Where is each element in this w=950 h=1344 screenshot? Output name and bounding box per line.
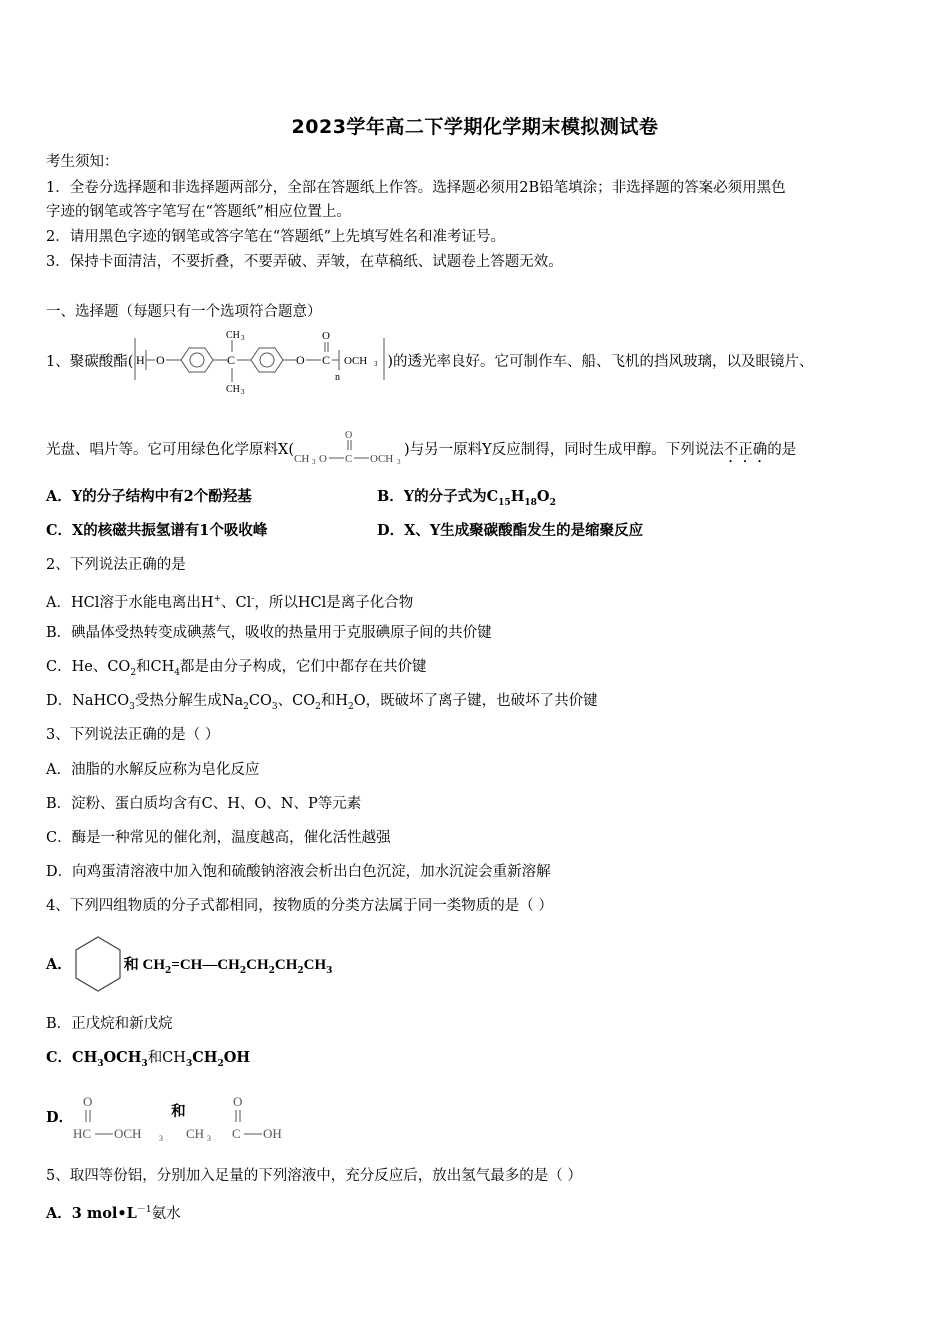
d2-ch-sub: 3 <box>206 1134 211 1143</box>
x-ch3-left-sub: 3 <box>311 458 316 466</box>
q1-text-part2: )的透光率良好。它可制作车、船、飞机的挡风玻璃，以及眼镜片、 <box>387 354 814 370</box>
poly-och3-sub: 3 <box>374 360 378 368</box>
d2-c: C <box>231 1126 241 1141</box>
poly-o1: O <box>156 353 166 367</box>
q1-option-d[interactable]: D．X、Y生成聚碳酸酯发生的是缩聚反应 <box>377 522 644 539</box>
q2-option-b[interactable]: B．碘晶体受热转变成碘蒸气，吸收的热量用于克服碘原子间的共价键 <box>46 625 492 641</box>
d1-och-sub: 3 <box>159 1134 164 1143</box>
q1-emphasis-not-correct: 不正确 <box>723 442 768 458</box>
q1-text-line2b: )与另一原料Y反应制得，同时生成甲醇。下列说法 <box>403 442 724 458</box>
poly-c-quaternary: C <box>227 353 236 367</box>
q3-option-d[interactable]: D．向鸡蛋清溶液中加入饱和硫酸钠溶液会析出白色沉淀，加水沉淀会重新溶解 <box>46 864 551 880</box>
q5-option-a[interactable]: A．3 $mol•L^{-1}$氨水 <box>46 1204 181 1222</box>
q4-option-b[interactable]: B．正戊烷和新戊烷 <box>46 1016 173 1032</box>
d1-och: OCH <box>114 1126 142 1141</box>
poly-och3: OCH <box>344 355 368 367</box>
polycarbonate-structure <box>133 328 387 396</box>
q1-text-line2c: 的是 <box>767 442 797 458</box>
q2-option-c[interactable]: C．He、$CO_2$和$CH_4$都是由分子构成，它们中都存在共价键 <box>46 659 427 678</box>
q3-option-b[interactable]: B．淀粉、蛋白质均含有C、H、O、N、P等元素 <box>46 796 362 812</box>
x-och3-right-sub: 3 <box>396 458 401 466</box>
poly-ch3-top-sub: 3 <box>241 334 245 342</box>
poly-ch3-bottom-sub: 3 <box>241 388 245 396</box>
q2-option-d[interactable]: D．NaHCO$_3$受热分解生成$Na_2CO_3$、$CO_2$和$H_2O$，既破坏了离子键，也破坏了共价键 <box>46 693 598 712</box>
poly-n: n <box>335 372 341 383</box>
question-5-stem: 5、取四等份铝，分别加入足量的下列溶液中，充分反应后，放出氢气最多的是（ ） <box>46 1168 582 1184</box>
d1-hc: HC <box>73 1126 92 1141</box>
x-ch3-left: CH <box>293 453 310 465</box>
poly-o2: O <box>296 353 306 367</box>
q1-option-c[interactable]: C．X的核磁共振氢谱有1个吸收峰 <box>46 522 268 539</box>
question-1-line2 <box>46 430 797 466</box>
x-c: C <box>344 453 353 465</box>
q4-option-a[interactable]: A． 和 $CH_2=CH—CH_2CH_2CH_2CH_3$ <box>46 955 332 981</box>
q1-option-b[interactable]: B．Y的分子式为$C_{15}H_{18}O_2$ <box>377 488 556 508</box>
q1-text-line2a: 光盘、唱片等。它可用绿色化学原料X( <box>46 442 294 458</box>
q1-text-part1: 1、聚碳酸酯( <box>46 354 134 370</box>
q1-options-row1 <box>46 487 906 507</box>
question-4-stem: 4、下列四组物质的分子式都相同，按物质的分类方法属于同一类物质的是（ ） <box>46 898 553 914</box>
notice-item-1-line2: 字迹的钢笔或答字笔写在“答题纸”相应位置上。 <box>46 204 351 220</box>
x-och3-right: OCH <box>369 453 394 465</box>
q2-option-a[interactable]: A．HCl溶于水能电离出H+、Cl-，所以HCl是离子化合物 <box>46 594 414 611</box>
question-2-stem: 2、下列说法正确的是 <box>46 557 186 573</box>
question-3-stem: 3、下列说法正确的是（ ） <box>46 727 220 743</box>
q3-option-c[interactable]: C．酶是一种常见的催化剂，温度越高，催化活性越强 <box>46 830 391 846</box>
d1-carbonyl-o: O <box>83 1094 93 1109</box>
question-1-line1 <box>46 330 814 396</box>
d2-ch: CH <box>185 1126 204 1141</box>
q3-option-a[interactable]: A．油脂的水解反应称为皂化反应 <box>46 762 260 778</box>
poly-c-carbonyl: C <box>322 353 331 367</box>
d2-oh: OH <box>262 1126 282 1141</box>
poly-h: H <box>136 353 146 367</box>
poly-ch3-bottom: CH <box>226 384 241 395</box>
section-heading: 一、选择题（每题只有一个选项符合题意） <box>46 304 322 320</box>
x-carbonyl-o: O <box>344 430 353 441</box>
notice-item-1-line1: 1．全卷分选择题和非选择题两部分，全部在答题纸上作答。选择题必须用2B铅笔填涂；非选择题的答案必须用黑色 <box>46 180 786 196</box>
notice-heading: 考生须知： <box>46 154 119 170</box>
q1-options-row2 <box>46 521 906 541</box>
poly-ch3-top: CH <box>226 330 241 341</box>
methyl-formate-structure <box>73 1090 171 1146</box>
d2-carbonyl-o: O <box>232 1094 242 1109</box>
cyclohexane-icon <box>72 933 124 997</box>
q4-option-c[interactable]: C．$CH_3OCH_3$和$CH_3CH_2OH$ <box>46 1049 251 1069</box>
q1-option-a[interactable]: A．Y的分子结构中有2个酚羟基 <box>46 488 252 505</box>
q4-option-d[interactable]: D． O HC OCH 3 和 O CH 3 C OH <box>46 1108 304 1128</box>
page-title: 2023学年高二下学期化学期末模拟测试卷 <box>291 116 659 138</box>
poly-carbonyl-o: O <box>322 330 331 342</box>
x-structure <box>294 428 404 472</box>
propanoic-acid-structure <box>186 1090 304 1146</box>
notice-item-2: 2．请用黑色字迹的钢笔或答字笔在“答题纸”上先填写姓名和准考证号。 <box>46 229 506 245</box>
x-o-left: O <box>318 453 327 465</box>
notice-item-3: 3．保持卡面清洁，不要折叠，不要弄破、弄皱，在草稿纸、试题卷上答题无效。 <box>46 254 563 270</box>
